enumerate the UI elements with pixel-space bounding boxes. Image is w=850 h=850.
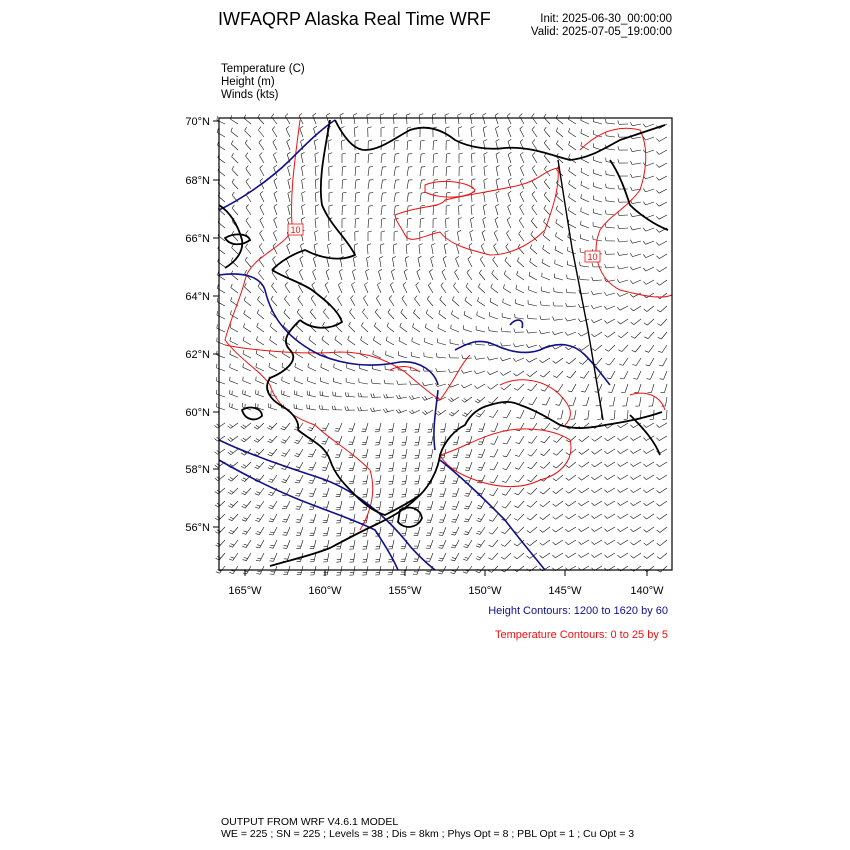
temperature-contour bbox=[440, 429, 571, 487]
height-contour bbox=[510, 320, 523, 328]
init-time: Init: 2025-06-30_00:00:00 bbox=[540, 13, 672, 25]
temperature-contour bbox=[630, 393, 665, 410]
coastline-nunivak bbox=[242, 408, 262, 420]
variable-winds: Winds (kts) bbox=[221, 89, 279, 101]
height-contour bbox=[219, 274, 438, 385]
height-contour bbox=[219, 120, 335, 210]
lat-label-66n: 66°N bbox=[185, 233, 210, 245]
lat-label-62n: 62°N bbox=[185, 349, 210, 361]
longitude-axis bbox=[245, 570, 647, 576]
lat-label-58n: 58°N bbox=[185, 464, 210, 476]
chart-title: IWFAQRP Alaska Real Time WRF bbox=[218, 9, 491, 29]
coastline-seward-peninsula bbox=[272, 270, 342, 328]
wind-barbs bbox=[215, 113, 668, 575]
contour-label-group bbox=[288, 224, 600, 262]
valid-time: Valid: 2025-07-05_19:00:00 bbox=[530, 26, 672, 38]
variable-temperature: Temperature (C) bbox=[221, 63, 305, 75]
lat-label-60n: 60°N bbox=[185, 407, 210, 419]
lon-label-155w: 155°W bbox=[388, 585, 422, 597]
lat-label-68n: 68°N bbox=[185, 175, 210, 187]
latitude-labels bbox=[185, 116, 210, 534]
coastline bbox=[219, 120, 668, 566]
variable-height: Height (m) bbox=[221, 76, 275, 88]
us-canada-border bbox=[558, 160, 603, 420]
temperature-contour bbox=[390, 366, 420, 372]
temperature-contour bbox=[425, 181, 475, 197]
coastline-panhandle bbox=[630, 415, 660, 455]
lon-label-140w: 140°W bbox=[630, 585, 664, 597]
lon-label-165w: 165°W bbox=[228, 585, 262, 597]
lat-label-56n: 56°N bbox=[185, 522, 210, 534]
lat-label-64n: 64°N bbox=[185, 291, 210, 303]
model-config: WE = 225 ; SN = 225 ; Levels = 38 ; Dis = 8km ; Phys Opt = 8 ; PBL Opt = 1 ; Cu Opt = 3 bbox=[221, 828, 635, 840]
height-contours bbox=[219, 120, 610, 570]
height-contour-legend: Height Contours: 1200 to 1620 by 60 bbox=[488, 605, 668, 617]
coastline-west bbox=[267, 320, 300, 430]
temperature-contour bbox=[395, 168, 558, 255]
coastline-siberia bbox=[219, 205, 242, 268]
lon-label-150w: 150°W bbox=[468, 585, 502, 597]
contour-label: 10 bbox=[290, 225, 301, 235]
coastline-canada-north bbox=[610, 160, 668, 230]
coastline-st-lawrence bbox=[225, 234, 250, 244]
lon-label-145w: 145°W bbox=[548, 585, 582, 597]
lat-label-70n: 70°N bbox=[185, 116, 210, 128]
wind-barb-field bbox=[215, 113, 668, 575]
lon-label-160w: 160°W bbox=[308, 585, 342, 597]
coastline-southwest bbox=[298, 430, 420, 515]
model-info: OUTPUT FROM WRF V4.6.1 MODEL bbox=[221, 816, 399, 828]
height-contour bbox=[440, 460, 545, 570]
height-contour bbox=[455, 341, 610, 385]
temperature-contour-legend: Temperature Contours: 0 to 25 by 5 bbox=[494, 629, 668, 641]
longitude-labels bbox=[228, 585, 664, 597]
contour-label: 10 bbox=[587, 252, 598, 262]
